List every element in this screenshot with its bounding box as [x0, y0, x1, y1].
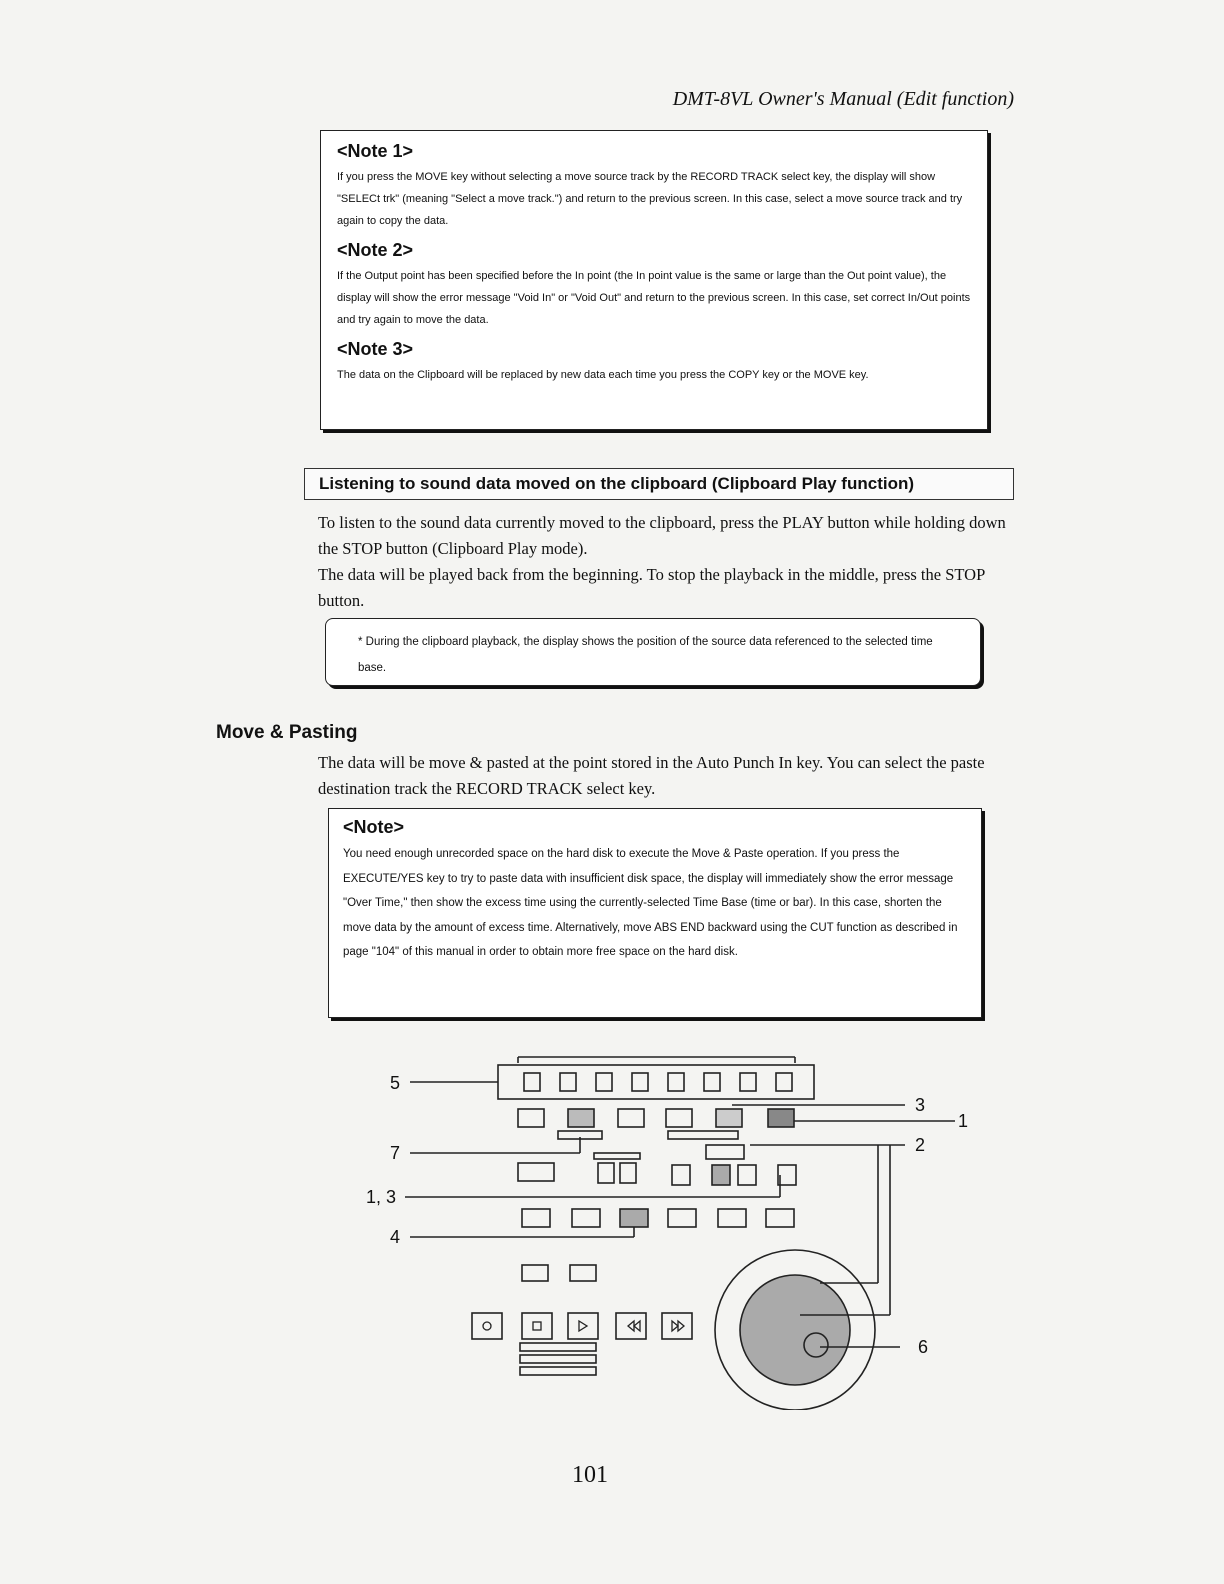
page-number: 101 [572, 1462, 608, 1488]
recall-key [768, 1109, 794, 1127]
record-button [472, 1313, 502, 1339]
redo-key [766, 1209, 794, 1227]
execute-yes-key [568, 1109, 594, 1127]
undo-key [718, 1209, 746, 1227]
hold-key [666, 1109, 692, 1127]
clipboard-play-paragraph-2: The data will be played back from the beginning. To stop the playback in the middle, press the STOP button. [318, 565, 985, 610]
move-paste-note-heading: <Note> [343, 817, 405, 837]
control-panel-diagram [350, 1045, 970, 1410]
in-key [712, 1165, 730, 1185]
clipboard-play-paragraph-1: To listen to the sound data currently moved to the clipboard, press the PLAY button while holding down the STOP button (Clipboard Play mode). [318, 513, 1006, 558]
track-select-keys [524, 1073, 792, 1091]
exit-no-key [618, 1109, 644, 1127]
play-button [568, 1313, 598, 1339]
diagram-label-6: 6 [918, 1337, 929, 1357]
copy-key [522, 1209, 550, 1227]
diagram-label-4: 4 [390, 1227, 401, 1247]
auto-punch-key [522, 1265, 548, 1281]
note-1-text: If you press the MOVE key without selecting a move source track by the RECORD TRACK select key, the display will show "SELECt trk" (meaning "Select a move track.") and return to the previous screen. In this case, select a move source track and try again to copy the data. [337, 171, 963, 227]
page-header: DMT-8VL Owner's Manual (Edit function) [672, 88, 1014, 110]
store-key [716, 1109, 742, 1127]
note-1-heading: <Note 1> [337, 141, 414, 161]
note-2-text: If the Output point has been specified before the In point (the In point value is the same or large than the Out point value), the display will show the error message "Void In" or "Void Out" and return to the previous screen. In this case, set correct In/Out points and try again to move the data. [337, 270, 971, 326]
diagram-label-3: 3 [915, 1095, 926, 1115]
clipboard-play-tip: * During the clipboard playback, the display shows the position of the source data referenced to the selected time base. [325, 618, 981, 686]
locate-key [570, 1265, 596, 1281]
disp-sel-key [518, 1109, 544, 1127]
move-paste-note-box [328, 808, 982, 1018]
note-2-heading: <Note 2> [337, 240, 414, 260]
erase-key [668, 1209, 696, 1227]
rewind-button [616, 1313, 646, 1339]
diagram-label-1: 1 [958, 1111, 969, 1131]
section-title: Listening to sound data moved on the clipboard (Clipboard Play function) [304, 468, 1014, 500]
record-track-select-panel [498, 1065, 814, 1099]
move-pasting-paragraph: The data will be move & pasted at the point stored in the Auto Punch In key. You can select the paste destination track the RECORD TRACK select key. [318, 753, 985, 798]
diagram-label-7: 7 [390, 1143, 401, 1163]
diagram-label-2: 2 [915, 1135, 926, 1155]
paste-key [620, 1209, 648, 1227]
note-3-text: The data on the Clipboard will be replaced by new data each time you press the COPY key or the MOVE key. [337, 369, 869, 381]
move-paste-note-text: You need enough unrecorded space on the hard disk to execute the Move & Paste operation. If you press the EXECUTE/YES key to try to paste data with insufficient disk space, the display will immediately show the error message "Over Time," then show the excess time using the currently-selected Time Base (time or bar). In this case, shorten the move data by the amount of excess time. Alternatively, move ABS END backward using the CUT function as described in page "104" of this manual in order to obtain more free space on the hard disk. [343, 848, 958, 958]
move-pasting-heading: Move & Pasting [216, 722, 358, 743]
note-3-heading: <Note 3> [337, 339, 414, 359]
notes-box [320, 130, 988, 430]
stop-button [522, 1313, 552, 1339]
diagram-label-5: 5 [390, 1073, 401, 1093]
move-key [572, 1209, 600, 1227]
auto-play-key [518, 1163, 554, 1181]
diagram-label-1-3: 1, 3 [366, 1187, 397, 1207]
jog-dial [740, 1275, 850, 1385]
